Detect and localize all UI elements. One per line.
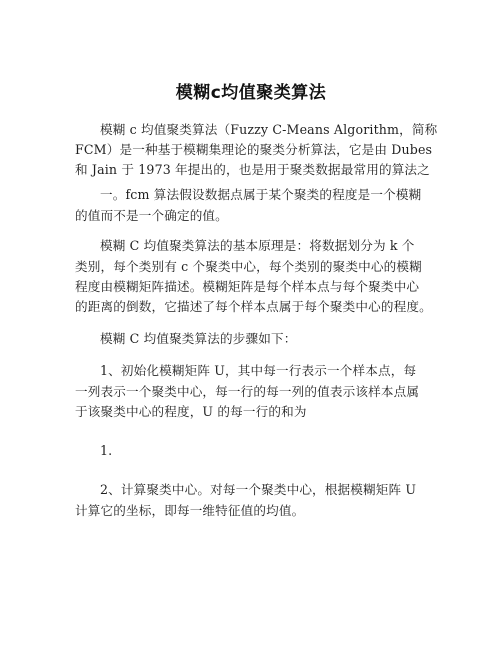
paragraph-1-line-3: 和 Jain 于 1973 年提出的，也是用于聚类数据最常用的算法之 bbox=[75, 162, 430, 177]
paragraph-6-line-1: 1. bbox=[100, 443, 113, 458]
paragraph-2-line-2: 的值而不是一个确定的值。 bbox=[75, 208, 228, 223]
paragraph-7-line-1: 2、计算聚类中心。对每一个聚类中心，根据模糊矩阵 U bbox=[100, 482, 417, 497]
paragraph-3-line-1: 模糊 C 均值聚类算法的基本原理是：将数据划分为 k 个 bbox=[100, 238, 415, 253]
document-title: 模糊c均值聚类算法 bbox=[175, 83, 327, 103]
paragraph-1-line-2: FCM）是一种基于模糊集理论的聚类分析算法，它是由 Dubes bbox=[75, 142, 433, 157]
paragraph-4-line-1: 模糊 C 均值聚类算法的步骤如下： bbox=[100, 331, 297, 346]
paragraph-1-line-1: 模糊 c 均值聚类算法（Fuzzy C-Means Algorithm，简称 bbox=[100, 122, 438, 137]
paragraph-3-line-3: 程度由模糊矩阵描述。模糊矩阵是每个样本点与每个聚类中心 bbox=[75, 279, 420, 294]
paragraph-5-line-2: 一列表示一个聚类中心，每一行的每一列的值表示该样本点属 bbox=[75, 384, 420, 399]
paragraph-3-line-2: 类别，每个类别有 c 个聚类中心，每个类别的聚类中心的模糊 bbox=[75, 259, 422, 274]
paragraph-5-line-3: 于该聚类中心的程度，U 的每一行的和为 bbox=[75, 404, 307, 419]
paragraph-3-line-4: 的距离的倒数，它描述了每个样本点属于每个聚类中心的程度。 bbox=[75, 299, 432, 314]
paragraph-7-line-2: 计算它的坐标，即每一维特征值的均值。 bbox=[75, 503, 305, 518]
paragraph-2-line-1: 一。fcm 算法假设数据点属于某个聚类的程度是一个模糊 bbox=[100, 187, 422, 202]
paragraph-5-line-1: 1、初始化模糊矩阵 U，其中每一行表示一个样本点，每 bbox=[100, 363, 417, 378]
